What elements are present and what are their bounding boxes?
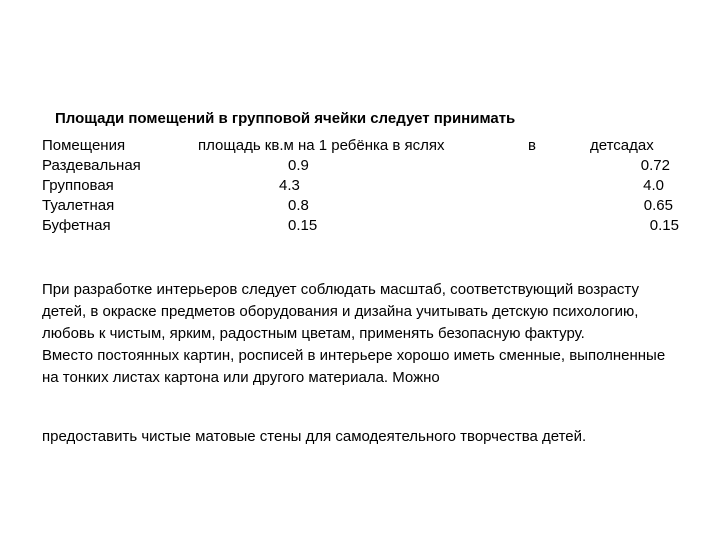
table-row <box>42 176 682 196</box>
paragraph: При разработке интерьеров следует соблюдать масштаб, соответствующий возрасту детей, в окраске предметов оборудования и дизайна учитывать детскую психологию, любовь к чистым, ярким, радостным цветам, применять безопасную фактуру. <box>42 281 639 342</box>
header-in: в <box>528 137 536 154</box>
nursery-value: 4.3 <box>279 177 300 194</box>
body-text <box>42 279 682 389</box>
table-row <box>42 196 682 216</box>
nursery-value: 0.8 <box>288 197 309 214</box>
room-name: Туалетная <box>42 197 115 214</box>
page-title: Площади помещений в групповой ячейки следует принимать <box>55 110 516 127</box>
nursery-value: 0.15 <box>288 217 318 234</box>
kindergarten-value: 0.72 <box>640 157 670 174</box>
room-name: Буфетная <box>42 217 111 234</box>
room-name: Раздевальная <box>42 157 141 174</box>
area-table <box>42 136 682 236</box>
kindergarten-value: 4.0 <box>643 177 664 194</box>
table-row <box>42 216 682 236</box>
table-header-row <box>42 136 682 156</box>
nursery-value: 0.9 <box>288 157 309 174</box>
paragraph: Вместо постоянных картин, росписей в интерьере хорошо иметь сменные, выполненные на тонких листах картона или другого материала. Можно <box>42 347 666 386</box>
header-rooms: Помещения <box>42 137 126 154</box>
kindergarten-value: 0.15 <box>649 217 679 234</box>
header-kindergarten: детсадах <box>590 137 654 154</box>
header-area-nursery: площадь кв.м на 1 ребёнка в яслях <box>198 137 445 154</box>
room-name: Групповая <box>42 177 114 194</box>
kindergarten-value: 0.65 <box>643 197 673 214</box>
closing-line: предоставить чистые матовые стены для самодеятельного творчества детей. <box>42 428 587 445</box>
table-row <box>42 156 682 176</box>
